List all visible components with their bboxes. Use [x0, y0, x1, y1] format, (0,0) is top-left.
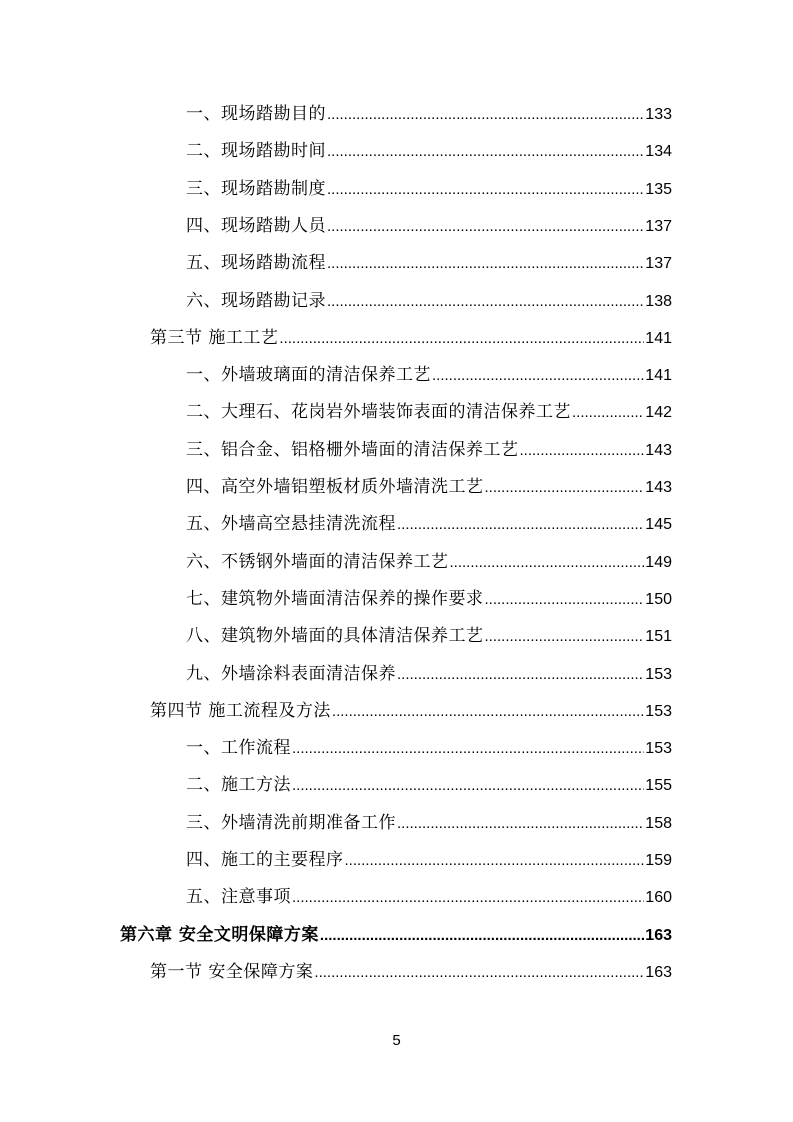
toc-entry[interactable] — [186, 249, 672, 277]
toc-entry[interactable] — [186, 287, 672, 315]
toc-entry[interactable] — [186, 212, 672, 240]
toc-entry[interactable] — [186, 846, 672, 874]
toc-entry-title: 第四节 施工流程及方法 — [150, 700, 331, 721]
toc-leader-dots — [332, 698, 644, 726]
toc-leader-dots — [292, 772, 644, 800]
toc-entry-title: 第一节 安全保障方案 — [150, 961, 314, 982]
toc-entry-page: 160 — [645, 889, 672, 907]
toc-entry-page: 141 — [645, 367, 672, 385]
toc-entry-title: 六、现场踏勘记录 — [186, 290, 326, 311]
toc-entry-title: 五、注意事项 — [186, 887, 291, 908]
toc-leader-dots — [327, 288, 644, 316]
toc-leader-dots — [397, 810, 644, 838]
toc-entry-title: 二、施工方法 — [186, 775, 291, 796]
toc-entry-title: 六、不锈钢外墙面的清洁保养工艺 — [186, 551, 449, 572]
toc-entry-title: 九、外墙涂料表面清洁保养 — [186, 663, 396, 684]
toc-entry[interactable] — [186, 436, 672, 464]
toc-entry-page: 163 — [645, 926, 672, 944]
toc-entry-title: 四、现场踏勘人员 — [186, 215, 326, 236]
toc-entry-title: 第六章 安全文明保障方案 — [120, 924, 319, 945]
toc-entry[interactable] — [150, 324, 672, 352]
toc-leader-dots — [292, 735, 644, 763]
toc-entry-title: 四、施工的主要程序 — [186, 850, 344, 870]
toc-entry-title: 八、建筑物外墙面的具体清洁保养工艺 — [186, 626, 484, 647]
toc-entry-page: 153 — [645, 740, 672, 758]
toc-entry[interactable] — [186, 809, 672, 837]
toc-leader-dots — [327, 138, 644, 166]
toc-entry-page: 138 — [645, 292, 672, 310]
toc-entry[interactable] — [186, 883, 672, 911]
toc-entry-page: 150 — [645, 590, 672, 608]
toc-entry-page: 135 — [645, 180, 672, 198]
toc-entry-page: 158 — [645, 814, 672, 832]
toc-entry-page: 153 — [645, 665, 672, 683]
toc-entry-title: 三、铝合金、铝格栅外墙面的清洁保养工艺 — [186, 439, 519, 460]
toc-leader-dots — [397, 511, 644, 539]
toc-entry-title: 一、外墙玻璃面的清洁保养工艺 — [186, 365, 431, 386]
toc-leader-dots — [397, 661, 644, 689]
toc-leader-dots — [485, 474, 645, 502]
toc-entry-page: 142 — [645, 404, 672, 422]
toc-entry-title: 三、现场踏勘制度 — [186, 178, 326, 199]
toc-leader-dots — [432, 362, 644, 390]
toc-entry-page: 155 — [645, 777, 672, 795]
toc-entry-page: 134 — [645, 143, 672, 161]
toc-entry[interactable] — [186, 473, 672, 501]
toc-leader-dots — [320, 922, 644, 950]
toc-leader-dots — [345, 847, 645, 875]
toc-entry[interactable] — [186, 175, 672, 203]
toc-entry-page: 163 — [645, 963, 672, 981]
toc-entry[interactable] — [186, 137, 672, 165]
toc-entry[interactable] — [186, 398, 672, 426]
toc-leader-dots — [450, 549, 645, 577]
toc-entry[interactable] — [186, 585, 672, 613]
toc-leader-dots — [314, 959, 644, 987]
toc-entry[interactable] — [186, 622, 672, 650]
toc-entry-page: 143 — [645, 441, 672, 459]
toc-leader-dots — [520, 437, 645, 465]
toc-entry-title: 五、现场踏勘流程 — [186, 253, 326, 274]
toc-leader-dots — [327, 101, 644, 129]
toc-entry[interactable] — [186, 771, 672, 799]
toc-entry-page: 137 — [645, 217, 672, 235]
toc-entry-title: 第三节 施工工艺 — [150, 327, 279, 348]
toc-entry-page: 151 — [645, 628, 672, 646]
toc-entry[interactable] — [150, 697, 672, 725]
toc-entry-title: 二、大理石、花岗岩外墙装饰表面的清洁保养工艺 — [186, 402, 571, 423]
toc-entry-page: 145 — [645, 516, 672, 534]
toc-leader-dots — [327, 176, 644, 204]
toc-entry[interactable] — [186, 100, 672, 128]
toc-entry[interactable] — [150, 958, 672, 986]
toc-entry[interactable] — [186, 660, 672, 688]
toc-entry-title: 四、高空外墙铝塑板材质外墙清洗工艺 — [186, 477, 484, 497]
toc-leader-dots — [292, 884, 644, 912]
toc-entry-title: 三、外墙清洗前期准备工作 — [186, 812, 396, 833]
toc-entry-title: 一、现场踏勘目的 — [186, 104, 326, 124]
toc-entry-page: 153 — [645, 702, 672, 720]
toc-leader-dots — [327, 213, 644, 241]
toc-entry-title: 七、建筑物外墙面清洁保养的操作要求 — [186, 588, 484, 609]
toc-leader-dots — [572, 399, 644, 427]
toc-entry[interactable] — [186, 548, 672, 576]
toc-entry-page: 137 — [645, 255, 672, 273]
toc-entry[interactable] — [120, 921, 672, 949]
toc-entry-page: 133 — [645, 106, 672, 123]
toc-entry[interactable] — [186, 510, 672, 538]
toc-leader-dots — [327, 250, 644, 278]
toc-entry-page: 149 — [645, 553, 672, 571]
toc-entry-title: 二、现场踏勘时间 — [186, 141, 326, 162]
toc-entry-page: 141 — [645, 329, 672, 347]
toc-leader-dots — [279, 325, 644, 353]
toc-entry[interactable] — [186, 361, 672, 389]
toc-leader-dots — [485, 586, 645, 614]
toc-entry-page: 143 — [645, 479, 672, 496]
toc-entry[interactable] — [186, 734, 672, 762]
toc-entry-title: 五、外墙高空悬挂清洗流程 — [186, 514, 396, 535]
toc-leader-dots — [485, 623, 645, 651]
toc-entry-page: 159 — [645, 852, 672, 869]
page-number: 5 — [392, 1032, 401, 1049]
toc-entry-title: 一、工作流程 — [186, 738, 291, 759]
